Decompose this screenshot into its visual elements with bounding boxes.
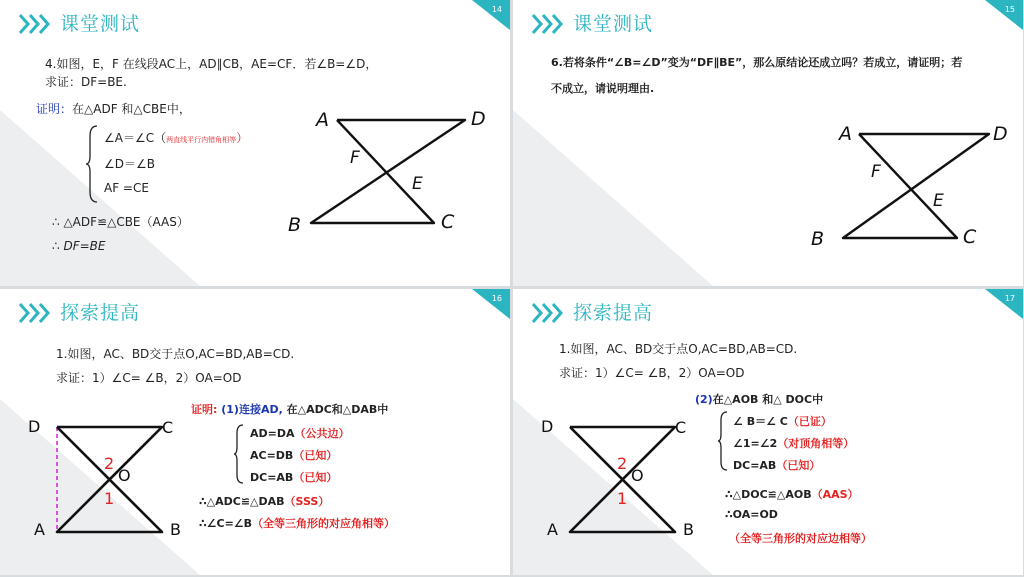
proof-step: (1)连接AD, (221, 403, 287, 416)
condition-2-note: （已知） (293, 449, 338, 462)
proof-label: 证明: (191, 403, 222, 416)
condition-1: ∠ B＝∠ C (733, 415, 788, 428)
result-1-note: （SSS） (284, 495, 330, 508)
result-2-note: （全等三角形的对应角相等） (252, 517, 396, 530)
condition-3: AF =CE (104, 181, 149, 195)
slide-title: 课堂测试 (60, 13, 141, 35)
label-c: C (963, 226, 977, 248)
question-line-1: 1.如图，AC、BD交于点O,AC=BD,AB=CD. (559, 342, 798, 356)
angle-label-2: 2 (104, 454, 115, 473)
question-line-2: 求证：DF=BE. (45, 75, 127, 89)
slide-17[interactable] (513, 289, 1023, 575)
label-a: A (839, 123, 852, 145)
slide-title: 课堂测试 (573, 13, 654, 35)
label-d: D (28, 417, 41, 436)
label-b: B (170, 520, 181, 539)
label-b: B (683, 520, 694, 539)
result-2: ∴OA=OD (725, 508, 778, 521)
label-d: D (471, 108, 486, 130)
question-line-1: 6.若将条件“∠B=∠D”变为“DF∥BE”，那么原结论还成立吗？若成立，请证明；若 (551, 56, 963, 69)
label-f: F (350, 148, 360, 168)
question-line-2: 不成立，请说明理由. (551, 82, 655, 95)
result-1: ∴△ADC≌△DAB (199, 495, 285, 508)
geometry-figure (535, 411, 705, 541)
page-number: 16 (491, 294, 502, 303)
label-c: C (162, 418, 174, 437)
slide-title: 探索提高 (573, 302, 654, 324)
chevron-icon (531, 12, 571, 36)
page-number: 14 (491, 5, 502, 14)
condition-2: ∠D＝∠B (104, 157, 155, 171)
chevron-icon (531, 301, 571, 325)
brace-icon (233, 423, 245, 485)
result-2: ∴ DF=BE (52, 239, 106, 253)
condition-3: DC=AB (250, 471, 294, 484)
label-a: A (547, 520, 558, 539)
result-1: ∴△DOC≌△AOB (725, 488, 812, 501)
label-c: C (441, 211, 455, 233)
label-a: A (34, 520, 45, 539)
label-f: F (871, 162, 881, 182)
slide-15[interactable] (513, 0, 1023, 286)
result-2-note: （全等三角形的对应边相等） (729, 532, 872, 545)
proof-heading: 在△ADC和△DAB中 (286, 403, 389, 416)
angle-label-1: 1 (617, 489, 628, 508)
question-line-1: 4.如图，E，F 在线段AC上，AD∥CB，AE=CF．若∠B=∠D， (45, 57, 378, 71)
label-e: E (412, 174, 423, 194)
label-d: D (993, 123, 1008, 145)
condition-2: ∠1=∠2 (733, 437, 778, 450)
condition-1: AD=DA (250, 427, 295, 440)
proof-step: (2) (695, 393, 713, 406)
chevron-icon (18, 12, 58, 36)
angle-label-2: 2 (617, 454, 628, 473)
chevron-icon (18, 301, 58, 325)
label-d: D (541, 417, 554, 436)
proof-heading: 在△ADF 和△CBE中， (72, 102, 191, 116)
condition-3-note: （已知） (776, 459, 821, 472)
slide-16[interactable] (0, 289, 510, 575)
question-line-1: 1.如图，AC、BD交于点O,AC=BD,AB=CD. (56, 347, 295, 361)
condition-1-close: ） (236, 131, 249, 145)
result-1-note: （AAS） (811, 488, 859, 501)
condition-1-note: （已证） (787, 415, 832, 428)
label-o: O (118, 466, 131, 485)
label-o: O (631, 466, 644, 485)
condition-3: DC=AB (733, 459, 777, 472)
result-1: ∴ △ADF≌△CBE（AAS） (52, 215, 189, 229)
label-b: B (811, 228, 825, 250)
condition-3-note: （已知） (293, 471, 338, 484)
slide-title: 探索提高 (60, 302, 141, 324)
label-c: C (675, 418, 687, 437)
condition-2-note: （对顶角相等） (777, 437, 855, 450)
condition-1: ∠A＝∠C（ (104, 131, 167, 145)
slide-14[interactable] (0, 0, 510, 286)
proof-heading: 在△AOB 和△ DOC中 (712, 393, 824, 406)
label-a: A (316, 109, 329, 131)
page-number: 17 (1004, 294, 1015, 303)
question-line-2: 求证：1）∠C= ∠B，2）OA=OD (56, 371, 242, 385)
label-e: E (933, 191, 944, 211)
page-number: 15 (1004, 5, 1015, 14)
angle-label-1: 1 (104, 489, 115, 508)
condition-1-note: 两直线平行内错角相等 (166, 136, 237, 144)
proof-label: 证明： (36, 102, 73, 116)
result-2: ∴∠C=∠B (199, 517, 253, 530)
brace-icon (717, 410, 729, 472)
geometry-figure (280, 100, 500, 240)
condition-2: AC=DB (250, 449, 294, 462)
brace-icon (85, 124, 99, 204)
geometry-figure (22, 411, 192, 541)
geometry-figure (803, 115, 1023, 255)
question-line-2: 求证：1）∠C= ∠B，2）OA=OD (559, 366, 745, 380)
label-b: B (288, 214, 302, 236)
condition-1-note: （公共边） (294, 427, 350, 440)
